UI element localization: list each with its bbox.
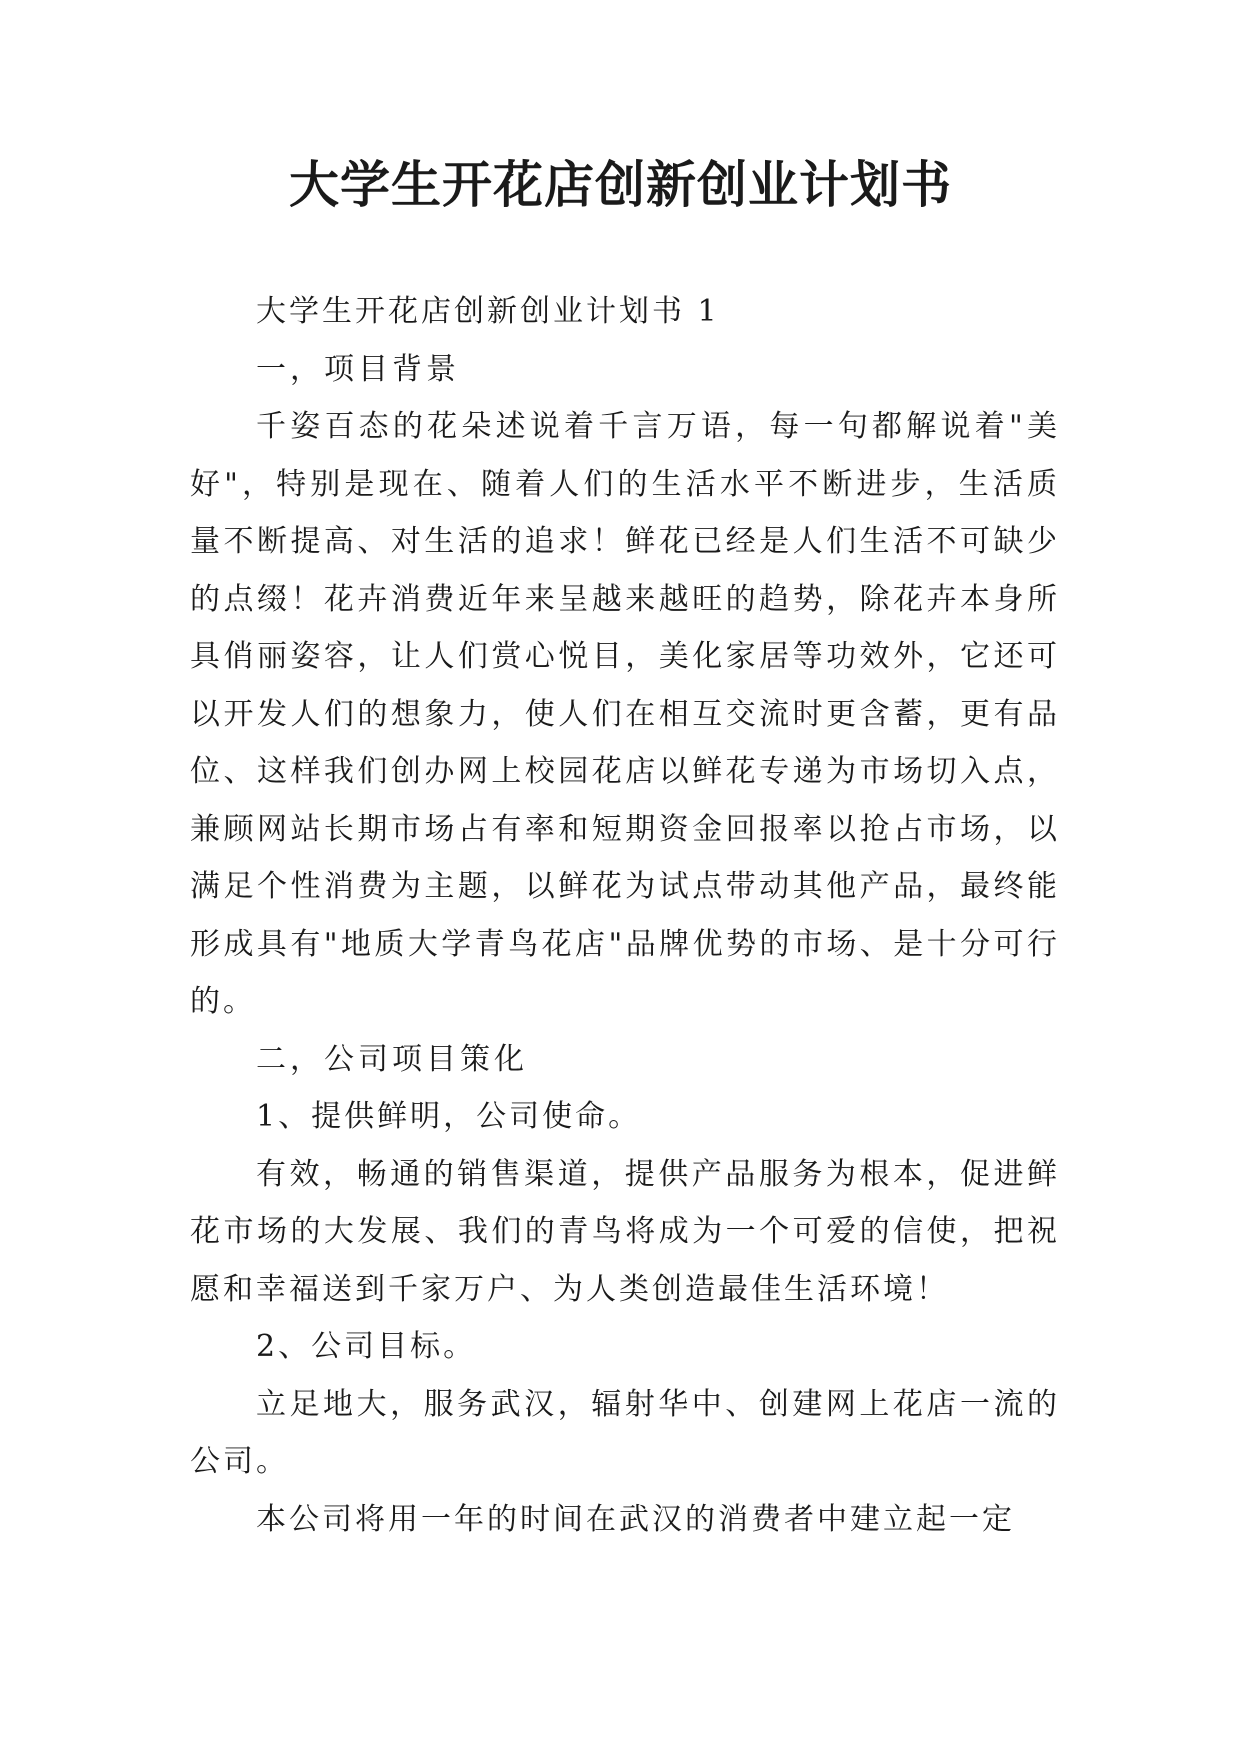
paragraph-goal: 立足地大，服务武汉，辐射华中、创建网上花店一流的公司。 <box>190 1386 1060 1479</box>
subheading-goal: 2、公司目标。 <box>256 1329 477 1364</box>
section-heading-background: 一，项目背景 <box>256 351 460 387</box>
paragraph-background: 千姿百态的花朵述说着千言万语，每一句都解说着"美好"，特别是现在、随着人们的生活水平不断进步，生活质量不断提高、对生活的追求！鲜花已经是人们生活不可缺少的点缀！花卉消费近年来呈越来越旺的趋势，除花卉本身所具俏丽姿容，让人们赏心悦目，美化家居等功效外，它还可以开发人们的想象力，使人们在相互交流时更含蓄，更有品位、这样我们创办网上校园花店以鲜花专递为市场切入点，兼顾网站长期市场占有率和短期资金回报率以抢占市场，以满足个性消费为主题，以鲜花为试点带动其他产品，最终能形成具有"地质大学青鸟花店"品牌优势的市场、是十分可行的。 <box>190 409 1060 1019</box>
subheading-mission: 1、提供鲜明，公司使命。 <box>256 1099 642 1134</box>
paragraph-mission: 有效，畅通的销售渠道，提供产品服务为根本，促进鲜花市场的大发展、我们的青鸟将成为一个可爱的信使，把祝愿和幸福送到千家万户、为人类创造最佳生活环境！ <box>190 1156 1060 1307</box>
paragraph-plan: 本公司将用一年的时间在武汉的消费者中建立起一定 <box>256 1501 1015 1537</box>
subtitle-paragraph: 大学生开花店创新创业计划书 1 <box>256 294 720 329</box>
section-heading-planning: 二，公司项目策化 <box>256 1041 528 1077</box>
document-title: 大学生开花店创新创业计划书 <box>289 155 952 214</box>
document-body <box>190 283 1060 1548</box>
